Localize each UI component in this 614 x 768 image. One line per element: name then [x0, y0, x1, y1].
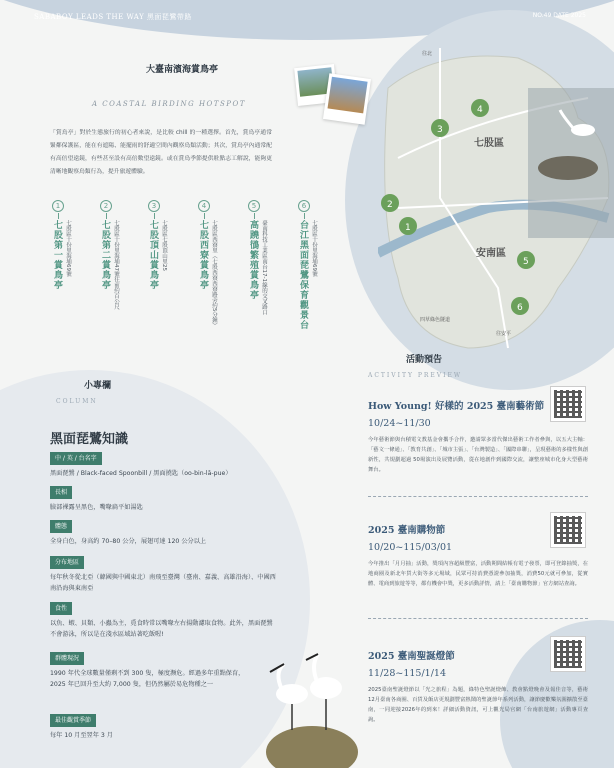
fact-look: [50, 486, 278, 513]
qr-code-1[interactable]: [550, 386, 586, 422]
station-1: [50, 200, 94, 370]
qr-code-3[interactable]: [550, 636, 586, 672]
fact-text: 每年 10 月至翌年 3 月: [50, 732, 113, 739]
station-4: [196, 200, 240, 370]
event-date: 10/24~11/30: [368, 418, 431, 429]
rock-shape: [266, 726, 358, 768]
brand: SABABOY LEADS THE WAY 黑面琵鷺帶路: [34, 13, 192, 21]
feature-title: 大臺南濱海賞鳥亭: [146, 65, 219, 75]
feature-subtitle: A COASTAL BIRDING HOTSPOT: [92, 100, 246, 108]
fact-tag: 分布地區: [50, 556, 84, 569]
station-connector: [154, 213, 155, 219]
fact-food: [50, 602, 278, 640]
fact-pop: [50, 652, 250, 690]
fact-tag: 食性: [50, 602, 72, 615]
station-5: [246, 200, 290, 370]
fact-tag: 群體現況: [50, 652, 84, 665]
event-body: 2025臺南聖誕燈節以「光之旅程」為題，綠特色聖誕燈飾、教會點燈晚會及報佳音等，藝術12月臺南各商圈、百貨及飯店更規劃豐富熱鬧的聖誕節年系列活動，讓節慶歡樂氛圍擴散至臺南，一同迎接2026年的到來！詳細活動資訊，可上觀光局官網「台南旅遊網」活動專頁查詢。: [368, 687, 588, 723]
svg-text:1: 1: [405, 223, 411, 233]
station-number: 5: [248, 200, 260, 212]
svg-text:3: 3: [437, 125, 443, 135]
station-number: 3: [148, 200, 160, 212]
spoonbill-illustration: [262, 632, 362, 768]
fact-tag: 長相: [50, 486, 72, 499]
fact-tag: 最佳觀賞季節: [50, 714, 96, 727]
feature-intro: 「賞鳥亭」對於生態旅行的初心者來說，是比較 chill 的一種選擇。首先，賞鳥亭通常緊鄰保護區，能在有遮陽、能擺雨的舒適空間內觀察鳥類活動；其次，賞鳥亭內通常配有高倍望遠鏡，有些甚至設有高倍數望遠鏡。或在賞鳥季節提供駐點志工解說，能夠更清晰地觀察鳥類行為，提升旅遊體驗。: [50, 130, 272, 175]
fact-dist: [50, 556, 278, 594]
station-address: 七股區西寮里（七股西寮西寮路旁約5分鐘）: [211, 220, 217, 328]
station-number: 4: [198, 200, 210, 212]
column-section-sub: COLUMN: [56, 398, 98, 405]
photo-card-2: [323, 73, 371, 124]
fact-text: 臉部裸露呈黑色，嘴喙扁平如湯匙: [50, 504, 143, 511]
map-label-south: 往安平: [496, 331, 512, 337]
fact-text: 全身白色，身高約 70–80 公分，展翅可達 120 公分以上: [50, 538, 207, 545]
station-connector: [254, 213, 255, 219]
top-bar: [0, 0, 614, 38]
fact-tag: 體態: [50, 520, 72, 533]
fact-size: [50, 520, 278, 547]
svg-text:5: 5: [523, 257, 529, 267]
svg-text:6: 6: [517, 303, 523, 313]
column-title: 黑面琵鷺知識: [50, 432, 129, 447]
station-name: 高蹺鴴繁殖賞鳥亭: [248, 220, 258, 300]
fact-text: 黑面琵鷺 / Black-faced Spoonbill / 黑面撓匙（oo-bin-lā-pue）: [50, 470, 232, 477]
bird-neck-2: [314, 654, 318, 684]
station-number: 1: [52, 200, 64, 212]
events-section-title: 活動預告: [406, 355, 443, 365]
station-name: 七股西寮賞鳥亭: [198, 220, 208, 290]
fact-text: 1990 年代全球數量僅剩不到 300 隻，極度瀕危。經過多年重點保育，2025 年已回升至大約 7,000 隻，但仍然屬於易危物種之一: [50, 670, 245, 688]
station-name: 七股第一賞鳥亭: [52, 220, 62, 290]
map-svg: [378, 48, 614, 358]
station-connector: [106, 213, 107, 219]
issue-info: NO.49 DATE 2025: [532, 12, 586, 19]
birding-map: [378, 48, 614, 358]
fact-best: [50, 714, 278, 741]
station-address: 七股區七股頂山里25: [161, 220, 167, 271]
station-name: 七股頂山賞鳥亭: [148, 220, 158, 290]
station-address: 七股區十份里海埔69號: [65, 220, 71, 277]
event-date: 10/20~115/03/01: [368, 542, 453, 553]
event-title[interactable]: 2025 臺南購物節: [368, 525, 446, 536]
fact-text: 以魚、蝦、貝類、小蟲為主，覓食時常以嘴喙左右揚動濾取食物。此外，黑面琵鷺不會游泳，所以是在淺水區域站著吃飯喔!: [50, 620, 273, 638]
svg-text:4: 4: [477, 105, 483, 115]
map-bird: [571, 124, 595, 136]
event-divider: [368, 496, 588, 497]
station-connector: [58, 213, 59, 219]
fact-tag: 中 / 英 / 台名字: [50, 452, 102, 465]
svg-text:2: 2: [387, 200, 393, 210]
column-section-title: 小專欄: [84, 381, 112, 391]
event-body: 今年藝術節與台積電文教基金會攜手合作，邀請眾多當代傑出藝術工作者參與，以五大主軸：「藝文一條通」、「教育共創」、「城市主張」、「台灣製造」、「國際串聯」，呈現藝術的多樣性與創新性，共規劃超過 50場演出及展覽活動，從在地創作到國際交流，讓整座城市化身大型藝術舞台。: [368, 437, 588, 473]
events-section-sub: ACTIVITY PREVIEW: [368, 372, 463, 379]
map-label-qigu: 七股區: [474, 138, 504, 149]
station-address: 七股區十份里海埔69號: [311, 220, 317, 277]
station-name: 台江黑面琵鷺保育觀景台: [298, 220, 308, 330]
map-label-lake: 四草綠色隧道: [420, 317, 451, 323]
event-title[interactable]: How Young! 好樣的 2025 臺南藝術節: [368, 401, 545, 412]
map-rock: [538, 156, 598, 180]
station-connector: [204, 213, 205, 219]
map-label-annan: 安南區: [476, 248, 506, 259]
station-number: 2: [100, 200, 112, 212]
fact-text: 每年秋冬從北亞（韓國與中國東北）南飛至臺灣（臺南、嘉義、高雄沿海）、中國西南沿海與東南亞: [50, 574, 276, 592]
map-label-north: 往北: [422, 51, 433, 57]
event-body: 今年推出「月月抽」活動，獎項內容超級豐富，活動期間結帳有電子發票，即可登錄抽獎，在地商圈及新北年貨大街等多元場域，民眾可持消費憑證參加抽獎，消費50元就可參加，從實體、電商到旅遊等等，都有機會中獎，更多活動詳情，請上「臺南購物節」官方網站查詢。: [368, 561, 588, 587]
station-number: 6: [298, 200, 310, 212]
event-divider: [368, 618, 588, 619]
station-connector: [304, 213, 305, 219]
station-address: 七股區十份里海埔47號往前約百公尺: [113, 220, 119, 310]
station-name: 七股第二賞鳥亭: [100, 220, 110, 290]
fact-name: [50, 452, 278, 479]
event-title[interactable]: 2025 臺南聖誕燈節: [368, 651, 455, 662]
event-date: 11/28~115/1/14: [368, 668, 447, 679]
station-address: 臺南科技工業區南台17-1線的交叉路口: [261, 220, 267, 315]
station-3: [146, 200, 190, 370]
qr-code-2[interactable]: [550, 512, 586, 548]
station-2: [98, 200, 142, 370]
station-6: [296, 200, 340, 370]
